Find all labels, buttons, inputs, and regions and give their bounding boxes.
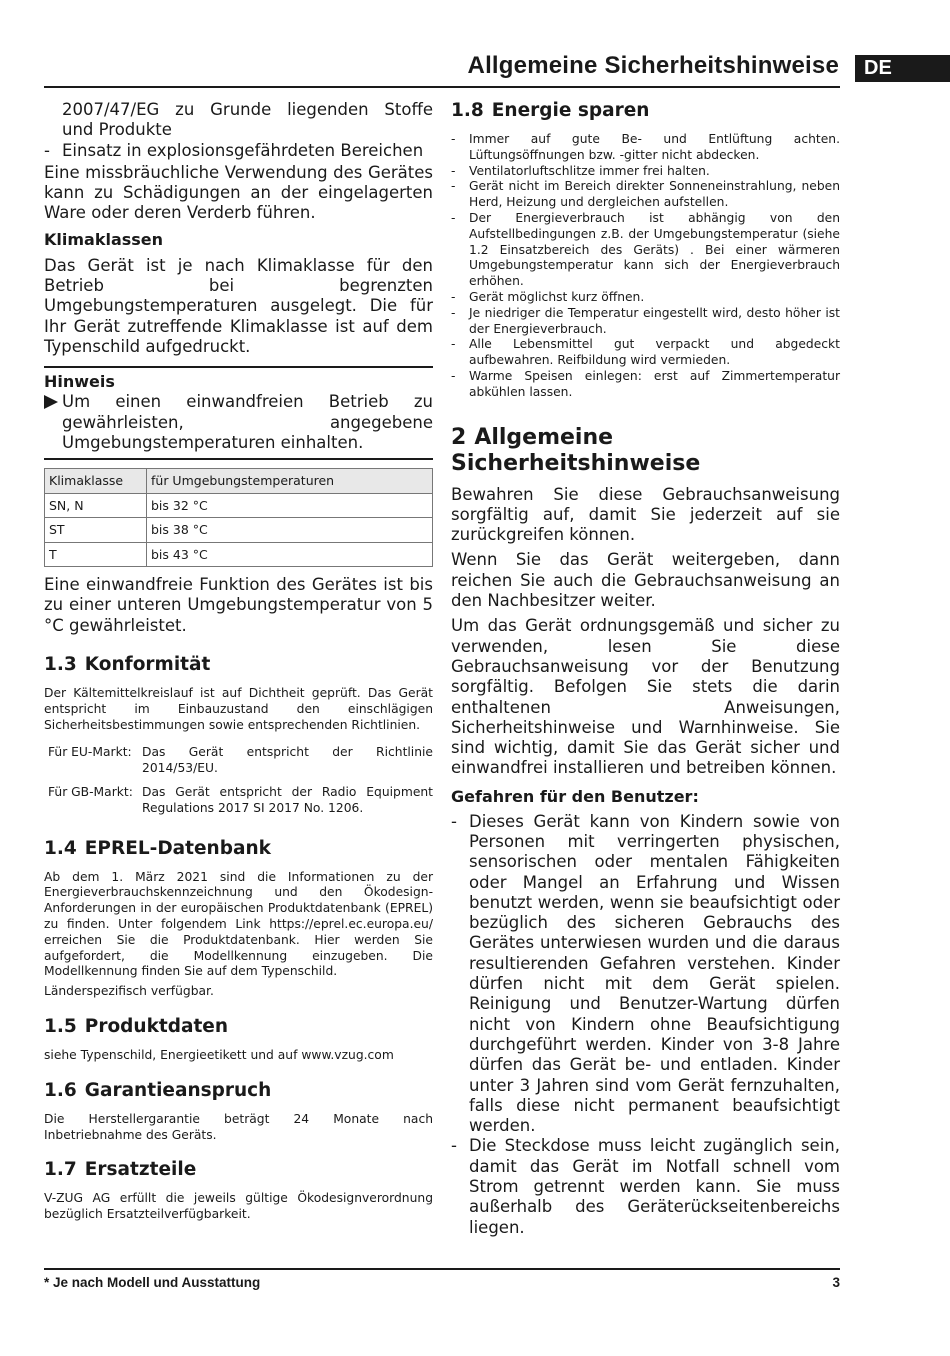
- hinweis-heading: Hinweis: [44, 372, 115, 392]
- table-cell: bis 43 °C: [147, 542, 433, 567]
- table-row: [45, 518, 433, 543]
- garantie-paragraph: Die Herstellergarantie beträgt 24 Monate nach Inbetriebnahme des Geräts.: [44, 1111, 433, 1142]
- footer-divider: [44, 1268, 840, 1270]
- right-column: [451, 100, 840, 1238]
- climate-class-table: [44, 468, 433, 567]
- after-table-paragraph: Eine einwandfreie Funktion des Gerätes ist bis zu einer unteren Umgebungstemperatur von 5 °C gewährleistet.: [44, 575, 433, 635]
- safety-paragraph-1: Bewahren Sie diese Gebrauchsanweisung sorgfältig auf, damit Sie jederzeit auf sie zurückgreifen können.: [451, 484, 840, 545]
- eu-market-label: Für EU-Markt:: [48, 745, 132, 760]
- section-title: Produktdaten: [84, 1016, 229, 1037]
- section-number: 1.4: [44, 837, 77, 859]
- section-number: 1.7: [44, 1159, 77, 1181]
- section-title: Ersatzteile: [84, 1159, 197, 1181]
- list-item: - Die Steckdose muss leicht zugänglich sein, damit das Gerät im Notfall schnell vom Strom getrennt werden kann. Sie muss außerhalb des Geräterückseitenbereichs liegen.: [451, 1136, 840, 1237]
- section-heading-1-8: [451, 100, 840, 122]
- ersatzteile-paragraph: V-ZUG AG erfüllt die jeweils gültige Ökodesignverordnung bezüglich Ersatzteilverfügbarkeit.: [44, 1191, 433, 1222]
- section-number: 1.5: [44, 1016, 77, 1037]
- produktdaten-paragraph: siehe Typenschild, Energieetikett und auf www.vzug.com: [44, 1048, 394, 1062]
- section-heading-1-7: [44, 1159, 433, 1181]
- eprel-paragraph: Ab dem 1. März 2021 sind die Informationen zu der Energieverbrauchskennzeichnung und den Ökodesign-Anforderungen in der europäischen Produktdatenbank (EPREL) zu finden. Unter folgendem Link https://eprel.ec.europa.eu/ erreichen Sie die Produktdatenbank. Hier werden Sie aufgefordert, die Modellkennung einzugeben. Die Modellkennung finden Sie auf dem Typenschild.: [44, 869, 433, 979]
- klimaklassen-paragraph: Das Gerät ist je nach Klimaklasse für den Betrieb bei begrenzten Umgebungstemperaturen ausgelegt. Die für Ihr Gerät zutreffende Klimaklasse ist auf dem Typenschild aufgedruckt.: [44, 255, 433, 356]
- gb-market-text: Das Gerät entspricht der Radio Equipment Regulations 2017 SI 2017 No. 1206.: [142, 785, 433, 815]
- gefahren-heading: Gefahren für den Benutzer:: [451, 786, 699, 806]
- hinweis-bottom-rule: [44, 458, 433, 460]
- footer-note: * Je nach Modell und Ausstattung: [44, 1275, 261, 1290]
- hinweis-text: Um einen einwandfreien Betrieb zu gewährleisten, angegebene Umgebungstemperaturen einhalten.: [62, 392, 433, 452]
- list-continuation-line-2: und Produkte: [62, 120, 172, 140]
- table-cell: SN, N: [45, 493, 147, 518]
- table-cell: bis 32 °C: [147, 493, 433, 518]
- table-header-row: [45, 469, 433, 494]
- section-number: 1.8: [451, 100, 484, 121]
- list-item: - Immer auf gute Be- und Entlüftung achten. Lüftungsöffnungen bzw. -gitter nicht abdecken.: [451, 132, 840, 164]
- list-continuation: [44, 100, 433, 141]
- section-title: Allgemeine Sicherheitshinweise: [451, 424, 701, 476]
- page-number: 3: [832, 1275, 840, 1290]
- hinweis-top-rule: [44, 366, 433, 368]
- list-item: - Der Energieverbrauch ist abhängig von den Aufstellbedingungen z.B. der Umgebungstemperatur (siehe 1.2 Einsatzbereich des Geräts) . Bei einer wärmeren Umgebungstemperatur kann sich der Energieverbrauch erhöhen.: [451, 211, 840, 290]
- energy-tips-list: [451, 132, 840, 401]
- gb-market-label: Für GB-Markt:: [48, 785, 133, 800]
- section-title: EPREL-Datenbank: [84, 837, 271, 859]
- table-row: [45, 542, 433, 567]
- list-item: - Dieses Gerät kann von Kindern sowie von Personen mit verringerten physischen, sensorischen oder mentalen Fähigkeiten oder Mangel an Erfahrung und Wissen benutzt werden, wenn sie beaufsichtigt oder bezüglich des sicheren Gebrauchs des Gerätes unterwiesen wurden und die daraus resultierenden Gefahren verstehen. Kinder dürfen nicht mit dem Gerät spielen. Reinigung und Benutzer-Wartung dürfen nicht von Kindern ohne Beaufsichtigung durchgeführt werden. Kinder von 3-8 Jahre dürfen das Gerät be- und entladen. Kinder unter 3 Jahren sind vom Gerät fernzuhalten, falls diese nicht permanent beaufsichtigt werden.: [451, 812, 840, 1137]
- left-column: [44, 100, 433, 1223]
- section-heading-1-6: [44, 1080, 433, 1102]
- list-item: - Gerät nicht im Bereich direkter Sonneneinstrahlung, neben Herd, Heizung und dergleichen aufstellen.: [451, 179, 840, 211]
- table-cell: ST: [45, 518, 147, 543]
- section-heading-2: [451, 425, 840, 477]
- list-item: - Gerät möglichst kurz öffnen.: [451, 290, 840, 306]
- eu-market-text: Das Gerät entspricht der Richtlinie 2014/53/EU.: [142, 745, 433, 776]
- list-continuation-line-1: 2007/47/EG zu Grunde liegenden Stoffe: [62, 100, 433, 119]
- section-number: 2: [451, 424, 467, 450]
- section-title: Energie sparen: [491, 100, 650, 121]
- list-item: - Warme Speisen einlegen: erst auf Zimmertemperatur abkühlen lassen.: [451, 369, 840, 401]
- section-heading-1-4: [44, 838, 433, 860]
- section-title: Konformität: [84, 654, 211, 676]
- arrow-right-icon: [44, 395, 58, 409]
- section-number: 1.6: [44, 1079, 77, 1101]
- safety-paragraph-2: Wenn Sie das Gerät weitergeben, dann reichen Sie auch die Gebrauchsanweisung an den Nachbesitzer weiter.: [451, 550, 840, 611]
- klimaklassen-heading: Klimaklassen: [44, 229, 164, 249]
- table-header-cell: für Umgebungstemperaturen: [147, 469, 433, 494]
- gb-market-row: [44, 785, 433, 817]
- misuse-paragraph: Eine missbräuchliche Verwendung des Gerätes kann zu Schädigungen an der eingelagerten Ware oder deren Verderb führen.: [44, 162, 433, 223]
- section-title: Garantieanspruch: [84, 1079, 272, 1101]
- table-row: [45, 493, 433, 518]
- hinweis-item: [44, 392, 433, 453]
- list-item: - Ventilatorluftschlitze immer frei halten.: [451, 164, 840, 180]
- list-item: - Alle Lebensmittel gut verpackt und abgedeckt aufbewahren. Reifbildung wird vermieden.: [451, 337, 840, 369]
- language-badge: DE: [855, 55, 950, 82]
- header-divider: [44, 86, 840, 88]
- section-heading-1-5: [44, 1016, 433, 1038]
- section-heading-1-3: [44, 654, 433, 676]
- eprel-availability: Länderspezifisch verfügbar.: [44, 984, 214, 999]
- list-item: - Einsatz in explosionsgefährdeten Bereichen: [44, 141, 433, 161]
- table-cell: T: [45, 542, 147, 567]
- safety-paragraph-3: Um das Gerät ordnungsgemäß und sicher zu verwenden, lesen Sie diese Gebrauchsanweisung vor der Benutzung sorgfältig. Befolgen Sie stets die darin enthaltenen Anweisungen, Sicherheitshinweise und Warnhinweise. Sie sind wichtig, damit Sie das Gerät sicher und einwandfrei installieren und betreiben können.: [451, 616, 840, 778]
- eu-market-row: [44, 745, 433, 777]
- table-cell: bis 38 °C: [147, 518, 433, 543]
- section-number: 1.3: [44, 654, 77, 676]
- list-item: - Je niedriger die Temperatur eingestellt wird, desto höher ist der Energieverbrauch.: [451, 306, 840, 338]
- konformitaet-paragraph: Der Kältemittelkreislauf ist auf Dichtheit geprüft. Das Gerät entspricht im Einbauzustand den einschlägigen Sicherheitsbestimmungen sowie entsprechenden Richtlinien.: [44, 686, 433, 732]
- page-header-title: Allgemeine Sicherheitshinweise: [467, 52, 839, 79]
- table-header-cell: Klimaklasse: [45, 469, 147, 494]
